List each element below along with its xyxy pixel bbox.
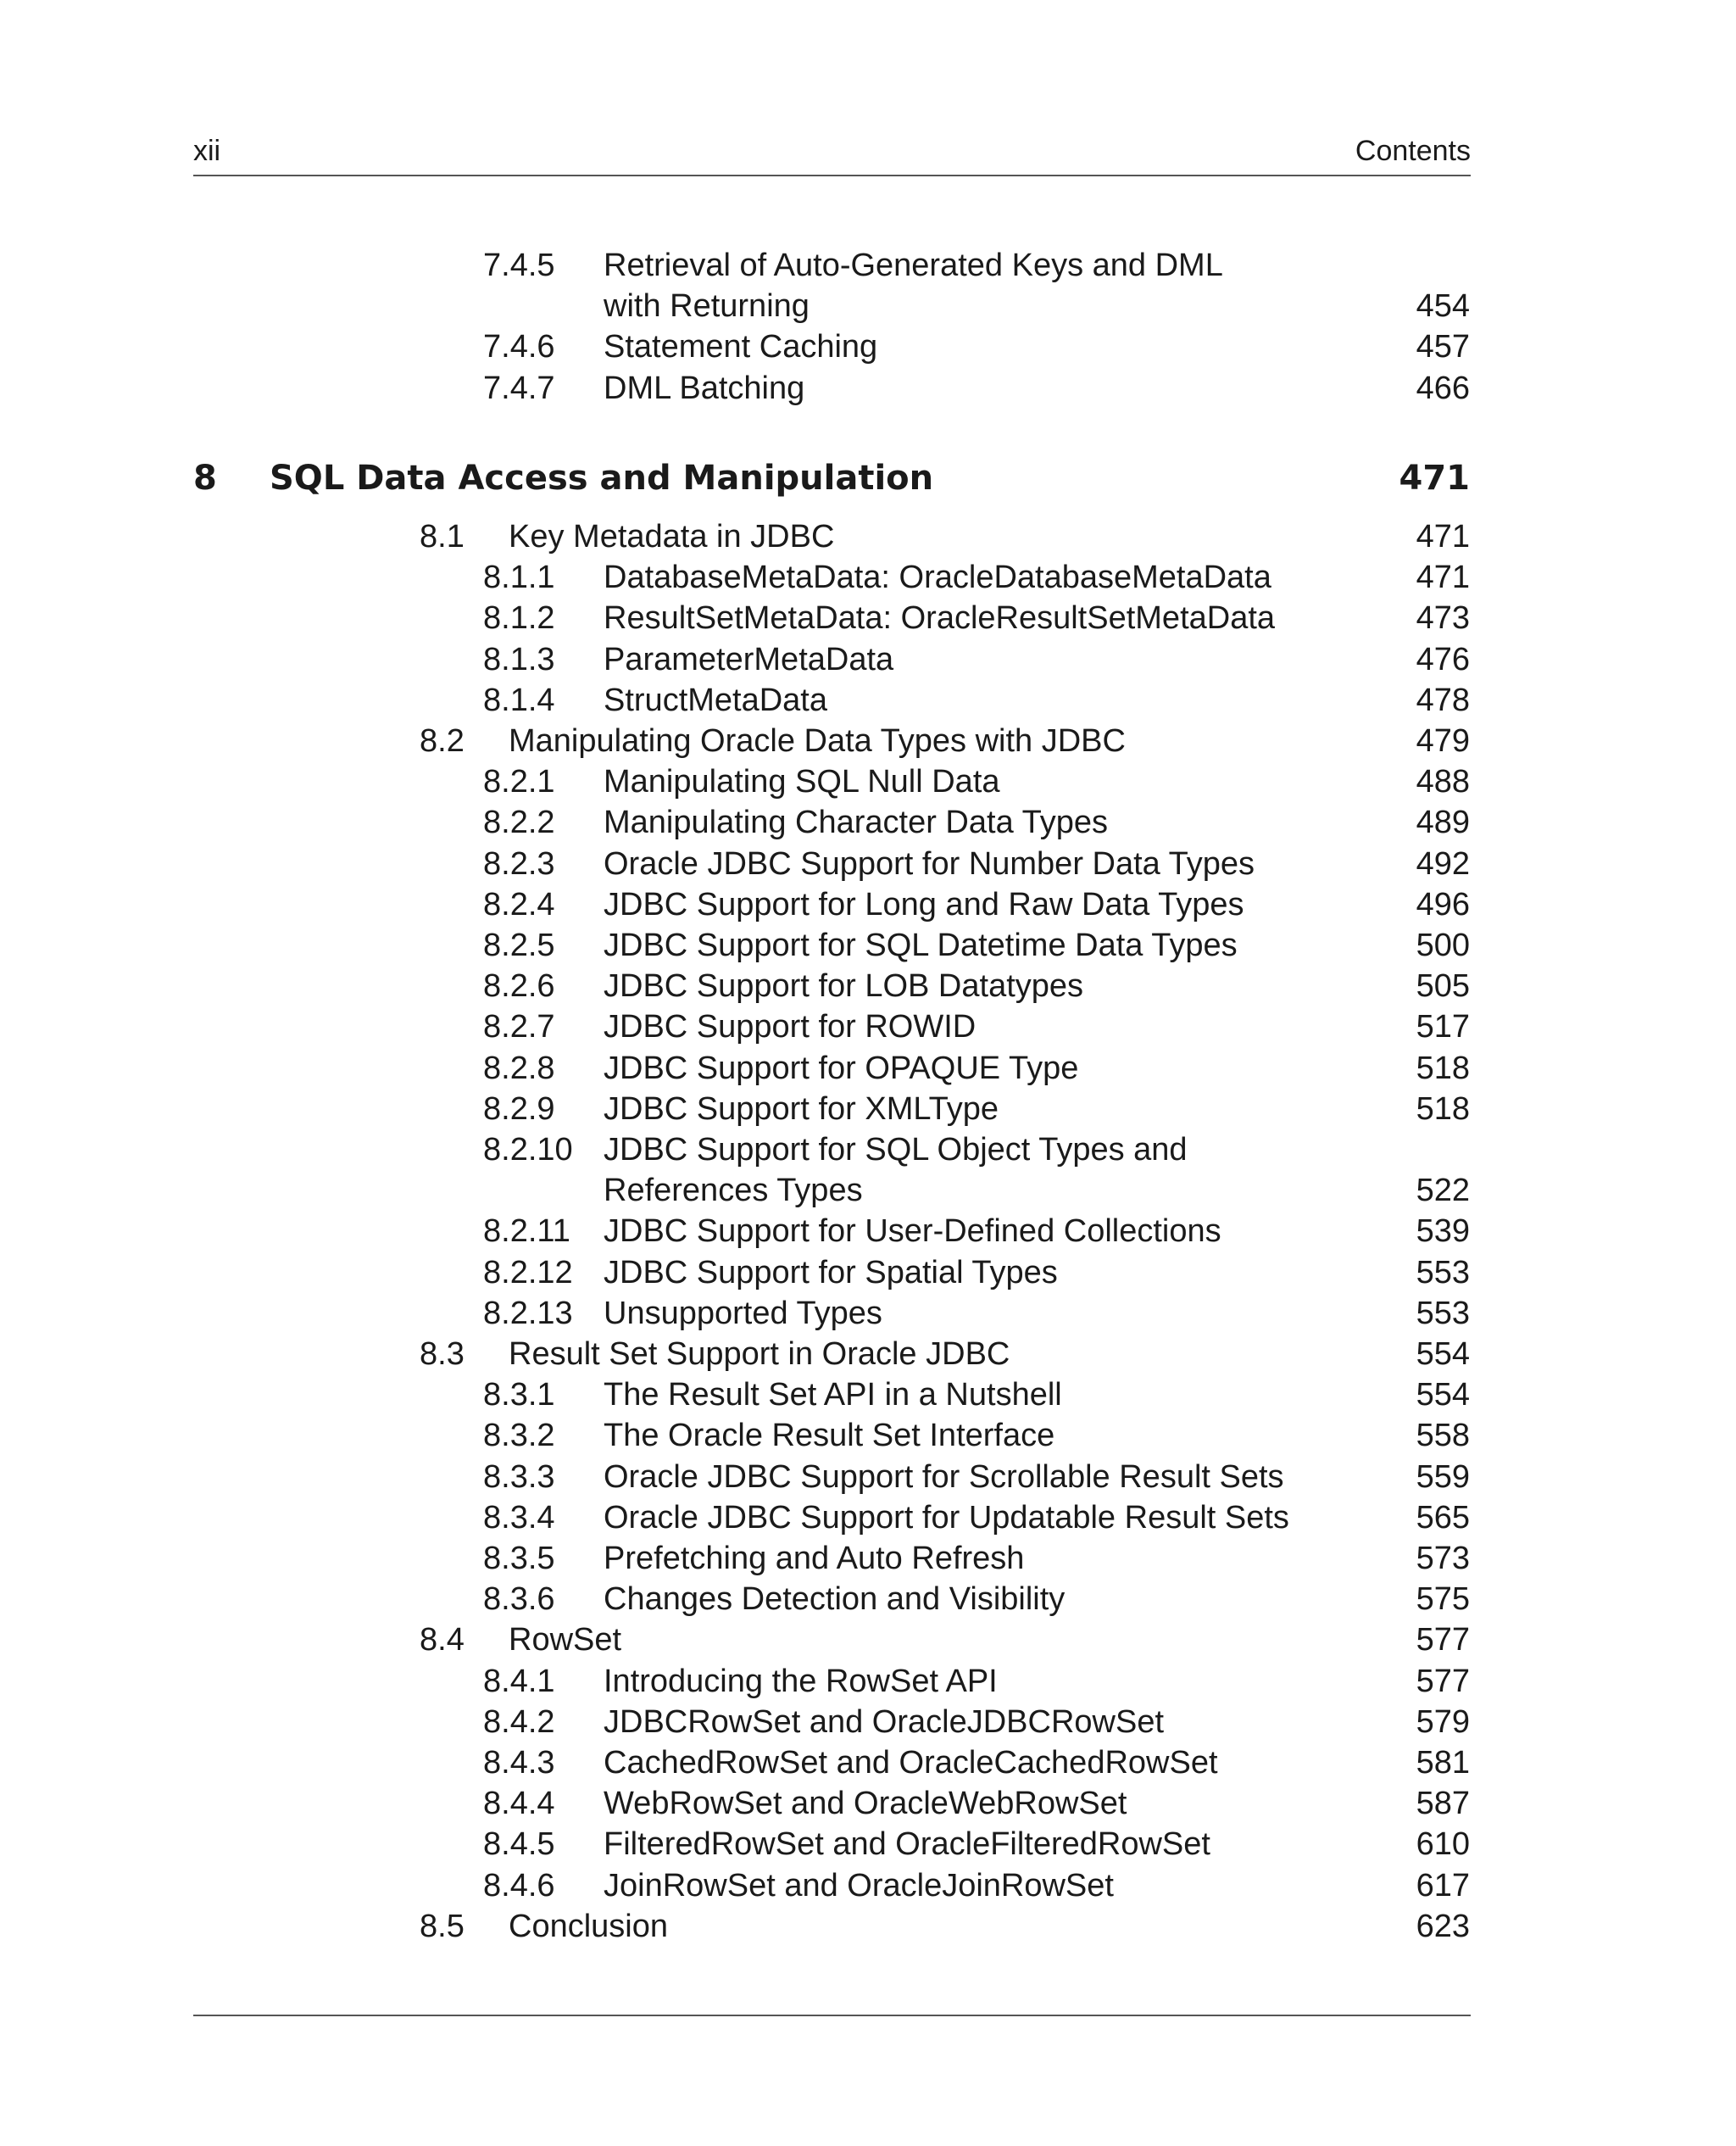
toc-entry-page: 579: [1416, 1703, 1470, 1740]
toc-entry-title: JDBC Support for Spatial Types: [604, 1254, 1058, 1290]
toc-entry-number: 8.2.7: [483, 1009, 555, 1045]
toc-entry-page: 575: [1416, 1581, 1470, 1618]
toc-entry-title: Oracle JDBC Support for Updatable Result Sets: [604, 1499, 1289, 1536]
toc-entry-page: 559: [1416, 1458, 1470, 1495]
header-rule: [193, 175, 1471, 176]
chapter-number: 8: [193, 459, 217, 498]
toc-entry-number: 8.4.2: [483, 1703, 555, 1740]
toc-entry-page: 554: [1416, 1336, 1470, 1372]
toc-entry-title: Unsupported Types: [604, 1295, 882, 1331]
toc-entry-title: DML Batching: [604, 370, 805, 406]
toc-entry-page: 457: [1416, 329, 1470, 365]
toc-entry-page: 554: [1416, 1377, 1470, 1413]
toc-entry-title: Manipulating Oracle Data Types with JDBC: [509, 723, 1126, 759]
toc-entry-title: DatabaseMetaData: OracleDatabaseMetaData: [604, 560, 1271, 596]
toc-entry: [0, 680, 1736, 721]
toc-entry: [0, 598, 1736, 638]
toc-entry-number: 8.2.8: [483, 1050, 555, 1086]
toc-entry-number: 8.4.1: [483, 1663, 555, 1699]
toc-entry: [0, 286, 1736, 326]
toc-entry-number: 8.3.1: [483, 1377, 555, 1413]
toc-entry-number: 8.2.9: [483, 1090, 555, 1127]
toc-entry-page: 558: [1416, 1418, 1470, 1454]
toc-entry-number: 8.4.3: [483, 1745, 555, 1781]
toc-entry-number: 8.2.3: [483, 845, 555, 882]
chapter-page: 471: [1399, 459, 1470, 498]
toc-entry-page: 623: [1416, 1908, 1470, 1944]
toc-entry: [0, 1006, 1736, 1047]
toc-entry: [0, 1497, 1736, 1538]
toc-entry-title: The Result Set API in a Nutshell: [604, 1377, 1062, 1413]
toc-entry: [0, 1252, 1736, 1293]
toc-entry: [0, 1293, 1736, 1334]
toc-entry-title: ResultSetMetaData: OracleResultSetMetaData: [604, 600, 1276, 637]
toc-entry: [0, 368, 1736, 409]
toc-entry-title: JoinRowSet and OracleJoinRowSet: [604, 1867, 1114, 1904]
toc-entry-page: 518: [1416, 1050, 1470, 1086]
toc-entry-page: 471: [1416, 560, 1470, 596]
toc-entry-number: 8.3.5: [483, 1541, 555, 1576]
toc-entry-title: Introducing the RowSet API: [604, 1663, 998, 1699]
toc-entry-page: 553: [1416, 1295, 1470, 1331]
toc-entry: [0, 1579, 1736, 1619]
toc-entry: [0, 1661, 1736, 1702]
toc-entry-title: Key Metadata in JDBC: [509, 519, 835, 555]
toc-entry-page: 577: [1416, 1663, 1470, 1699]
toc-entry-page: 454: [1416, 288, 1470, 325]
toc-entry-title: CachedRowSet and OracleCachedRowSet: [604, 1745, 1218, 1781]
toc-entry-title: JDBC Support for OPAQUE Type: [604, 1050, 1079, 1086]
toc-entry-title: Result Set Support in Oracle JDBC: [509, 1336, 1010, 1372]
toc-entry-page: 587: [1416, 1786, 1470, 1822]
toc-entry: [0, 1170, 1736, 1211]
toc-entry: [0, 966, 1736, 1006]
toc-entry-page: 553: [1416, 1254, 1470, 1290]
toc-entry: [0, 639, 1736, 680]
toc-entry: [0, 761, 1736, 802]
toc-entry-title: Oracle JDBC Support for Scrollable Result Sets: [604, 1458, 1284, 1495]
toc-entry: [0, 1702, 1736, 1742]
toc-entry-page: 473: [1416, 600, 1470, 637]
toc-entry: [0, 1374, 1736, 1415]
toc-entry-title: ParameterMetaData: [604, 641, 894, 677]
toc-entry: [0, 1129, 1736, 1170]
toc-entry-number: 8.2.11: [483, 1213, 570, 1250]
toc-entry-title: JDBC Support for SQL Object Types and: [604, 1132, 1188, 1168]
toc-entry-page: 610: [1416, 1826, 1470, 1863]
toc-entry-page: 466: [1416, 370, 1470, 406]
toc-entry-number: 8.2.12: [483, 1254, 573, 1290]
toc-entry: [0, 1457, 1736, 1497]
toc-entry-title: Prefetching and Auto Refresh: [604, 1541, 1025, 1576]
toc-entry-number: 8.2: [420, 723, 465, 759]
toc-entry-title: Manipulating SQL Null Data: [604, 764, 1000, 800]
toc-entry: [0, 1089, 1736, 1129]
toc-entry-number: 8.2.10: [483, 1132, 573, 1168]
toc-entry-number: 8.2.6: [483, 968, 555, 1005]
toc-entry-page: 565: [1416, 1499, 1470, 1536]
toc-entry-title: JDBCRowSet and OracleJDBCRowSet: [604, 1703, 1165, 1740]
toc-entry-number: 8.3.4: [483, 1499, 555, 1536]
toc-entry-page: 479: [1416, 723, 1470, 759]
toc-entry: [0, 1742, 1736, 1783]
toc-entry-number: 8.3: [420, 1336, 465, 1372]
toc-entry-number: 8.1.2: [483, 600, 555, 637]
toc-entry-page: 517: [1416, 1009, 1470, 1045]
chapter-title: SQL Data Access and Manipulation: [270, 459, 934, 498]
toc-entry: [0, 1048, 1736, 1089]
toc-entry: [0, 1415, 1736, 1456]
toc-entry-page: 581: [1416, 1745, 1470, 1781]
chapter-heading: [0, 454, 1736, 502]
toc-entry: [0, 925, 1736, 966]
toc-entry-number: 8.2.5: [483, 928, 555, 963]
toc-entry-title: Retrieval of Auto-Generated Keys and DML: [604, 248, 1223, 283]
toc-entry-title: Oracle JDBC Support for Number Data Types: [604, 845, 1255, 882]
toc-entry: [0, 1906, 1736, 1947]
toc-entry: [0, 1334, 1736, 1374]
toc-entry-title: WebRowSet and OracleWebRowSet: [604, 1786, 1127, 1822]
toc-entry-page: 489: [1416, 805, 1470, 841]
toc-entry: [0, 802, 1736, 843]
toc-entry: [0, 884, 1736, 925]
toc-entry: [0, 1211, 1736, 1251]
toc-entry-number: 8.4.6: [483, 1867, 555, 1904]
toc-entry-title: with Returning: [604, 288, 810, 325]
toc-entry-number: 8.1.1: [483, 560, 555, 596]
toc-entry-title: Manipulating Character Data Types: [604, 805, 1108, 841]
toc-entry: [0, 721, 1736, 761]
toc-entry-title: Conclusion: [509, 1908, 668, 1944]
running-title: Contents: [1355, 135, 1471, 167]
toc-entry: [0, 245, 1736, 286]
toc-entry-page: 496: [1416, 886, 1470, 923]
toc-entry-number: 7.4.5: [483, 248, 555, 283]
toc-entry-title: JDBC Support for SQL Datetime Data Types: [604, 928, 1238, 963]
toc-entry: [0, 1619, 1736, 1660]
toc-entry-title: StructMetaData: [604, 682, 827, 718]
toc-entry-page: 617: [1416, 1867, 1470, 1904]
toc-entry-number: 8.3.3: [483, 1458, 555, 1495]
toc-entry: [0, 326, 1736, 367]
toc-entry-number: 8.2.1: [483, 764, 555, 800]
toc-entry-title: FilteredRowSet and OracleFilteredRowSet: [604, 1826, 1210, 1863]
toc-entry-number: 8.2.4: [483, 886, 555, 923]
page-number: xii: [193, 135, 221, 167]
toc-entry-page: 505: [1416, 968, 1470, 1005]
toc-entry-page: 500: [1416, 928, 1470, 963]
toc-entry-title: JDBC Support for XMLType: [604, 1090, 999, 1127]
toc-entry-number: 8.2.13: [483, 1295, 573, 1331]
toc-entry: [0, 1538, 1736, 1579]
toc-entry: [0, 1783, 1736, 1824]
toc-entry-number: 8.2.2: [483, 805, 555, 841]
toc-entry-number: 8.1.4: [483, 682, 555, 718]
toc-entry-page: 573: [1416, 1541, 1470, 1576]
toc-entry-title: The Oracle Result Set Interface: [604, 1418, 1055, 1454]
toc-entry-title: JDBC Support for User-Defined Collections: [604, 1213, 1221, 1250]
toc-entry-number: 8.5: [420, 1908, 465, 1944]
toc-entry-number: 8.1: [420, 519, 465, 555]
toc-entry-page: 577: [1416, 1622, 1470, 1658]
toc-entry-title: JDBC Support for LOB Datatypes: [604, 968, 1084, 1005]
toc-entry-title: RowSet: [509, 1622, 622, 1658]
toc-entry-number: 8.1.3: [483, 641, 555, 677]
toc-entry-page: 518: [1416, 1090, 1470, 1127]
toc-entry-page: 492: [1416, 845, 1470, 882]
toc-entry: [0, 1824, 1736, 1865]
toc-entry: [0, 557, 1736, 598]
toc-entry-title: JDBC Support for ROWID: [604, 1009, 976, 1045]
toc-entry-page: 471: [1416, 519, 1470, 555]
toc-entry-number: 8.4: [420, 1622, 465, 1658]
toc-entry-title: References Types: [604, 1173, 863, 1209]
toc-entry-page: 476: [1416, 641, 1470, 677]
toc-entry-page: 539: [1416, 1213, 1470, 1250]
toc-entry: [0, 516, 1736, 557]
toc-entry-title: Changes Detection and Visibility: [604, 1581, 1066, 1618]
toc-entry-page: 478: [1416, 682, 1470, 718]
toc-entry-number: 7.4.6: [483, 329, 555, 365]
toc-entry-page: 522: [1416, 1173, 1470, 1209]
toc-entry: [0, 1865, 1736, 1906]
toc-entry-title: Statement Caching: [604, 329, 878, 365]
toc-entry: [0, 844, 1736, 884]
toc-entry-number: 7.4.7: [483, 370, 555, 406]
toc-entry-number: 8.3.2: [483, 1418, 555, 1454]
toc-entry-page: 488: [1416, 764, 1470, 800]
footer-rule: [193, 2015, 1471, 2016]
toc-entry-title: JDBC Support for Long and Raw Data Types: [604, 886, 1244, 923]
toc-entry-number: 8.3.6: [483, 1581, 555, 1618]
toc-entry-number: 8.4.5: [483, 1826, 555, 1863]
toc-entry-number: 8.4.4: [483, 1786, 555, 1822]
